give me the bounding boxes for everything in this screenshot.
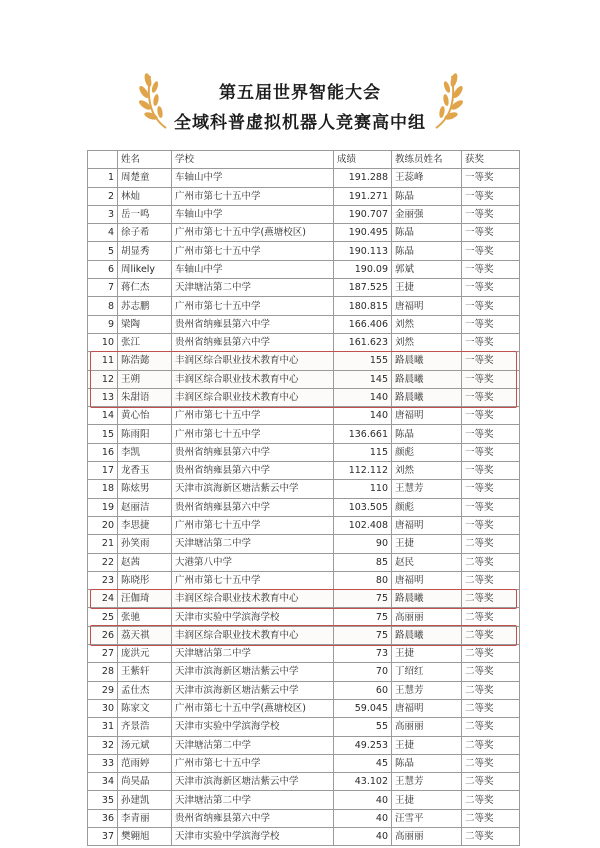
row-name: 范雨婷 xyxy=(118,754,172,772)
row-index: 25 xyxy=(88,608,118,626)
row-school: 天津塘沽第二中学 xyxy=(172,535,334,553)
row-name: 梁陶 xyxy=(118,315,172,333)
table-row xyxy=(88,699,520,717)
row-award: 二等奖 xyxy=(462,553,520,571)
row-name: 苏志鹏 xyxy=(118,297,172,315)
row-score: 75 xyxy=(334,626,392,644)
row-index: 14 xyxy=(88,407,118,425)
row-coach: 颜彪 xyxy=(392,443,462,461)
row-award: 一等奖 xyxy=(462,462,520,480)
row-index: 20 xyxy=(88,516,118,534)
row-name: 李凯 xyxy=(118,443,172,461)
row-name: 朱甜语 xyxy=(118,388,172,406)
row-name: 张驰 xyxy=(118,608,172,626)
row-name: 胡显秀 xyxy=(118,242,172,260)
row-coach: 王捷 xyxy=(392,791,462,809)
row-name: 孙笑雨 xyxy=(118,535,172,553)
row-score: 59.045 xyxy=(334,699,392,717)
row-coach: 陈晶 xyxy=(392,425,462,443)
table-row xyxy=(88,388,520,406)
row-school: 贵州省纳雍县第六中学 xyxy=(172,443,334,461)
row-name: 黄心怡 xyxy=(118,407,172,425)
row-school: 天津塘沽第二中学 xyxy=(172,791,334,809)
row-school: 贵州省纳雍县第六中学 xyxy=(172,809,334,827)
row-score: 103.505 xyxy=(334,498,392,516)
row-score: 60 xyxy=(334,681,392,699)
row-school: 丰润区综合职业技术教育中心 xyxy=(172,626,334,644)
row-award: 一等奖 xyxy=(462,315,520,333)
table-row xyxy=(88,242,520,260)
row-name: 陈家文 xyxy=(118,699,172,717)
row-name: 陈雨阳 xyxy=(118,425,172,443)
row-index: 11 xyxy=(88,352,118,370)
row-coach: 路晨曦 xyxy=(392,388,462,406)
row-score: 40 xyxy=(334,827,392,845)
row-score: 190.495 xyxy=(334,224,392,242)
table-row xyxy=(88,370,520,388)
row-name: 陈浩懿 xyxy=(118,352,172,370)
table-row xyxy=(88,498,520,516)
row-award: 二等奖 xyxy=(462,645,520,663)
table-row xyxy=(88,443,520,461)
row-score: 140 xyxy=(334,407,392,425)
table-row xyxy=(88,169,520,187)
row-index: 10 xyxy=(88,333,118,351)
row-index: 21 xyxy=(88,535,118,553)
row-score: 180.815 xyxy=(334,297,392,315)
table-row xyxy=(88,754,520,772)
table-row xyxy=(88,535,520,553)
row-coach: 王捷 xyxy=(392,279,462,297)
row-index: 13 xyxy=(88,388,118,406)
row-index: 1 xyxy=(88,169,118,187)
row-index: 36 xyxy=(88,809,118,827)
row-score: 85 xyxy=(334,553,392,571)
row-name: 徐子希 xyxy=(118,224,172,242)
row-score: 43.102 xyxy=(334,773,392,791)
row-school: 天津市滨海新区塘沽紫云中学 xyxy=(172,663,334,681)
row-name: 蒋仁杰 xyxy=(118,279,172,297)
row-score: 70 xyxy=(334,663,392,681)
row-school: 天津塘沽第二中学 xyxy=(172,736,334,754)
row-index: 3 xyxy=(88,205,118,223)
table-row xyxy=(88,736,520,754)
row-coach: 高丽丽 xyxy=(392,608,462,626)
row-score: 190.09 xyxy=(334,260,392,278)
row-coach: 王慧芳 xyxy=(392,681,462,699)
row-award: 一等奖 xyxy=(462,388,520,406)
row-award: 二等奖 xyxy=(462,590,520,608)
row-award: 一等奖 xyxy=(462,498,520,516)
row-name: 周likely xyxy=(118,260,172,278)
row-index: 30 xyxy=(88,699,118,717)
row-score: 45 xyxy=(334,754,392,772)
row-award: 一等奖 xyxy=(462,370,520,388)
row-school: 大港第八中学 xyxy=(172,553,334,571)
table-body xyxy=(88,169,520,846)
row-coach: 王捷 xyxy=(392,535,462,553)
row-name: 庞洪元 xyxy=(118,645,172,663)
table-row xyxy=(88,571,520,589)
table-row xyxy=(88,663,520,681)
row-school: 天津市实验中学滨海学校 xyxy=(172,827,334,845)
row-award: 二等奖 xyxy=(462,699,520,717)
table-row xyxy=(88,553,520,571)
row-index: 16 xyxy=(88,443,118,461)
row-score: 191.288 xyxy=(334,169,392,187)
table-row xyxy=(88,516,520,534)
title-line-1: 第五届世界智能大会 xyxy=(219,83,381,103)
row-school: 广州市第七十五中学 xyxy=(172,754,334,772)
row-coach: 王蕊峰 xyxy=(392,169,462,187)
row-school: 天津市滨海新区塘沽紫云中学 xyxy=(172,681,334,699)
row-award: 二等奖 xyxy=(462,827,520,845)
row-coach: 丁绍红 xyxy=(392,663,462,681)
row-score: 110 xyxy=(334,480,392,498)
row-index: 15 xyxy=(88,425,118,443)
row-coach: 高丽丽 xyxy=(392,827,462,845)
table-row xyxy=(88,279,520,297)
table-row xyxy=(88,681,520,699)
results-table xyxy=(87,150,520,846)
row-award: 一等奖 xyxy=(462,333,520,351)
row-award: 一等奖 xyxy=(462,516,520,534)
table-row xyxy=(88,626,520,644)
row-index: 5 xyxy=(88,242,118,260)
row-award: 二等奖 xyxy=(462,754,520,772)
row-award: 一等奖 xyxy=(462,297,520,315)
row-school: 天津市滨海新区塘沽紫云中学 xyxy=(172,773,334,791)
row-name: 汤元斌 xyxy=(118,736,172,754)
row-index: 26 xyxy=(88,626,118,644)
row-school: 丰润区综合职业技术教育中心 xyxy=(172,590,334,608)
table-row xyxy=(88,791,520,809)
table-row xyxy=(88,809,520,827)
row-index: 31 xyxy=(88,718,118,736)
row-coach: 金丽强 xyxy=(392,205,462,223)
row-award: 二等奖 xyxy=(462,681,520,699)
row-award: 二等奖 xyxy=(462,736,520,754)
row-school: 广州市第七十五中学(燕塘校区) xyxy=(172,224,334,242)
row-score: 112.112 xyxy=(334,462,392,480)
table-row xyxy=(88,260,520,278)
row-school: 广州市第七十五中学 xyxy=(172,571,334,589)
row-school: 车轴山中学 xyxy=(172,169,334,187)
row-coach: 陈晶 xyxy=(392,242,462,260)
table-row xyxy=(88,462,520,480)
row-index: 32 xyxy=(88,736,118,754)
row-name: 龙香玉 xyxy=(118,462,172,480)
row-coach: 唐福明 xyxy=(392,407,462,425)
row-index: 33 xyxy=(88,754,118,772)
row-award: 二等奖 xyxy=(462,571,520,589)
row-award: 二等奖 xyxy=(462,718,520,736)
row-award: 二等奖 xyxy=(462,791,520,809)
row-school: 贵州省纳雍县第六中学 xyxy=(172,462,334,480)
table-row xyxy=(88,205,520,223)
col-header-score: 成绩 xyxy=(334,151,392,169)
row-school: 贵州省纳雍县第六中学 xyxy=(172,333,334,351)
table-row xyxy=(88,297,520,315)
table-row xyxy=(88,608,520,626)
row-score: 49.253 xyxy=(334,736,392,754)
row-school: 广州市第七十五中学 xyxy=(172,297,334,315)
row-index: 37 xyxy=(88,827,118,845)
row-score: 155 xyxy=(334,352,392,370)
row-score: 166.406 xyxy=(334,315,392,333)
table-header-row xyxy=(88,151,520,169)
table-row xyxy=(88,407,520,425)
row-name: 齐景浩 xyxy=(118,718,172,736)
row-index: 22 xyxy=(88,553,118,571)
row-score: 90 xyxy=(334,535,392,553)
row-score: 80 xyxy=(334,571,392,589)
table-row xyxy=(88,718,520,736)
row-school: 广州市第七十五中学 xyxy=(172,516,334,534)
row-coach: 唐福明 xyxy=(392,571,462,589)
row-index: 6 xyxy=(88,260,118,278)
row-coach: 刘然 xyxy=(392,315,462,333)
row-award: 二等奖 xyxy=(462,626,520,644)
row-coach: 高丽丽 xyxy=(392,718,462,736)
row-name: 岳一鸣 xyxy=(118,205,172,223)
row-coach: 路晨曦 xyxy=(392,626,462,644)
row-score: 75 xyxy=(334,590,392,608)
row-coach: 陈晶 xyxy=(392,754,462,772)
row-score: 190.707 xyxy=(334,205,392,223)
row-name: 王紫轩 xyxy=(118,663,172,681)
row-score: 40 xyxy=(334,809,392,827)
row-score: 55 xyxy=(334,718,392,736)
row-name: 陈炫男 xyxy=(118,480,172,498)
row-award: 一等奖 xyxy=(462,187,520,205)
row-coach: 郭斌 xyxy=(392,260,462,278)
row-coach: 王慧芳 xyxy=(392,480,462,498)
row-coach: 汪雪平 xyxy=(392,809,462,827)
row-award: 一等奖 xyxy=(462,425,520,443)
row-coach: 路晨曦 xyxy=(392,590,462,608)
row-name: 赵茜 xyxy=(118,553,172,571)
row-school: 广州市第七十五中学 xyxy=(172,242,334,260)
row-name: 汪伽琦 xyxy=(118,590,172,608)
row-coach: 刘然 xyxy=(392,462,462,480)
table-row xyxy=(88,773,520,791)
row-award: 一等奖 xyxy=(462,443,520,461)
row-index: 19 xyxy=(88,498,118,516)
row-name: 陈晓彤 xyxy=(118,571,172,589)
row-name: 樊翱旭 xyxy=(118,827,172,845)
row-index: 23 xyxy=(88,571,118,589)
row-name: 孟仕杰 xyxy=(118,681,172,699)
row-school: 天津塘沽第二中学 xyxy=(172,645,334,663)
row-award: 一等奖 xyxy=(462,407,520,425)
row-index: 8 xyxy=(88,297,118,315)
row-school: 丰润区综合职业技术教育中心 xyxy=(172,388,334,406)
row-index: 12 xyxy=(88,370,118,388)
row-name: 林灿 xyxy=(118,187,172,205)
title-line-2: 全域科普虚拟机器人竞赛高中组 xyxy=(174,113,426,133)
table-row xyxy=(88,352,520,370)
row-score: 191.271 xyxy=(334,187,392,205)
row-coach: 陈晶 xyxy=(392,187,462,205)
row-score: 75 xyxy=(334,608,392,626)
row-name: 孙建凯 xyxy=(118,791,172,809)
table-row xyxy=(88,315,520,333)
row-index: 34 xyxy=(88,773,118,791)
row-name: 张江 xyxy=(118,333,172,351)
row-school: 天津塘沽第二中学 xyxy=(172,279,334,297)
row-school: 贵州省纳雍县第六中学 xyxy=(172,498,334,516)
col-header-coach: 教练员姓名 xyxy=(392,151,462,169)
row-name: 赵丽洁 xyxy=(118,498,172,516)
row-school: 天津市实验中学滨海学校 xyxy=(172,718,334,736)
row-school: 天津市滨海新区塘沽紫云中学 xyxy=(172,480,334,498)
row-award: 二等奖 xyxy=(462,773,520,791)
row-index: 4 xyxy=(88,224,118,242)
row-award: 一等奖 xyxy=(462,352,520,370)
row-school: 广州市第七十五中学(燕塘校区) xyxy=(172,699,334,717)
table-row xyxy=(88,590,520,608)
row-award: 一等奖 xyxy=(462,279,520,297)
row-score: 136.661 xyxy=(334,425,392,443)
col-header-award: 获奖 xyxy=(462,151,520,169)
row-index: 9 xyxy=(88,315,118,333)
row-name: 李思捷 xyxy=(118,516,172,534)
row-award: 一等奖 xyxy=(462,169,520,187)
row-school: 广州市第七十五中学 xyxy=(172,187,334,205)
row-score: 145 xyxy=(334,370,392,388)
row-coach: 王捷 xyxy=(392,736,462,754)
row-coach: 陈晶 xyxy=(392,224,462,242)
col-header-name: 姓名 xyxy=(118,151,172,169)
row-award: 一等奖 xyxy=(462,480,520,498)
row-school: 丰润区综合职业技术教育中心 xyxy=(172,352,334,370)
row-name: 荔天祺 xyxy=(118,626,172,644)
row-name: 王朔 xyxy=(118,370,172,388)
table-row xyxy=(88,224,520,242)
row-coach: 王慧芳 xyxy=(392,773,462,791)
row-coach: 路晨曦 xyxy=(392,352,462,370)
row-coach: 路晨曦 xyxy=(392,370,462,388)
row-score: 140 xyxy=(334,388,392,406)
row-score: 40 xyxy=(334,791,392,809)
row-index: 2 xyxy=(88,187,118,205)
row-coach: 颜彪 xyxy=(392,498,462,516)
row-index: 17 xyxy=(88,462,118,480)
row-name: 李青丽 xyxy=(118,809,172,827)
row-index: 29 xyxy=(88,681,118,699)
row-index: 35 xyxy=(88,791,118,809)
row-award: 一等奖 xyxy=(462,242,520,260)
table-row xyxy=(88,480,520,498)
row-school: 广州市第七十五中学 xyxy=(172,407,334,425)
row-coach: 王捷 xyxy=(392,645,462,663)
table-row xyxy=(88,187,520,205)
row-school: 丰润区综合职业技术教育中心 xyxy=(172,370,334,388)
row-school: 广州市第七十五中学 xyxy=(172,425,334,443)
col-header-school: 学校 xyxy=(172,151,334,169)
row-index: 28 xyxy=(88,663,118,681)
row-award: 二等奖 xyxy=(462,535,520,553)
row-coach: 唐福明 xyxy=(392,297,462,315)
table-row xyxy=(88,333,520,351)
row-school: 天津市实验中学滨海学校 xyxy=(172,608,334,626)
row-award: 一等奖 xyxy=(462,260,520,278)
laurel-right-icon xyxy=(424,62,464,132)
row-award: 二等奖 xyxy=(462,809,520,827)
row-award: 一等奖 xyxy=(462,224,520,242)
laurel-left-icon xyxy=(138,62,178,132)
table-row xyxy=(88,645,520,663)
row-score: 102.408 xyxy=(334,516,392,534)
row-name: 周楚童 xyxy=(118,169,172,187)
title-area xyxy=(0,70,600,140)
row-coach: 唐福明 xyxy=(392,516,462,534)
row-index: 27 xyxy=(88,645,118,663)
row-coach: 唐福明 xyxy=(392,699,462,717)
row-award: 二等奖 xyxy=(462,663,520,681)
row-score: 73 xyxy=(334,645,392,663)
row-award: 二等奖 xyxy=(462,608,520,626)
row-score: 187.525 xyxy=(334,279,392,297)
row-school: 贵州省纳雍县第六中学 xyxy=(172,315,334,333)
row-school: 车轴山中学 xyxy=(172,260,334,278)
table-row xyxy=(88,827,520,845)
row-index: 24 xyxy=(88,590,118,608)
row-index: 7 xyxy=(88,279,118,297)
row-school: 车轴山中学 xyxy=(172,205,334,223)
row-coach: 刘然 xyxy=(392,333,462,351)
row-coach: 赵民 xyxy=(392,553,462,571)
table-row xyxy=(88,425,520,443)
col-header-index xyxy=(88,151,118,169)
row-award: 一等奖 xyxy=(462,205,520,223)
row-score: 115 xyxy=(334,443,392,461)
row-name: 尚昊晶 xyxy=(118,773,172,791)
row-score: 161.623 xyxy=(334,333,392,351)
row-score: 190.113 xyxy=(334,242,392,260)
row-index: 18 xyxy=(88,480,118,498)
